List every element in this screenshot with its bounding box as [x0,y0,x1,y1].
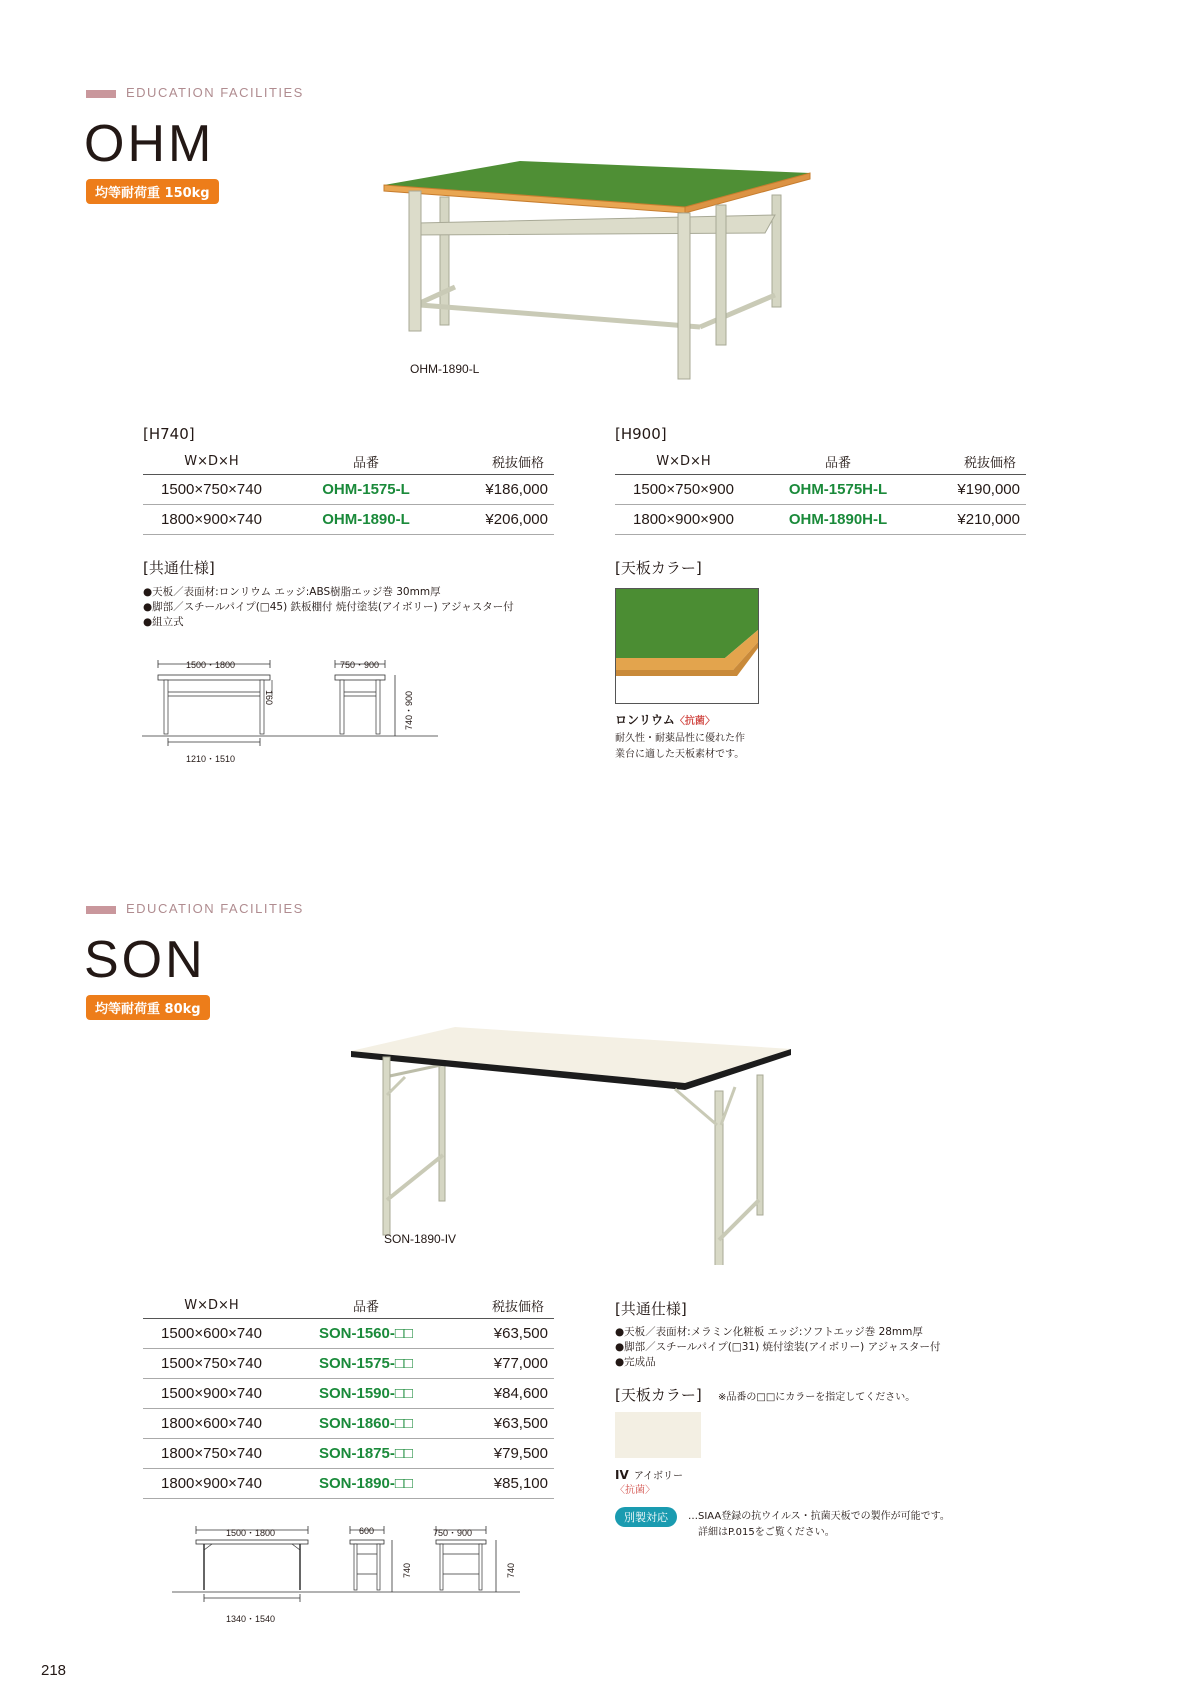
common-spec-list-ohm [143,585,514,630]
desc-line: 耐久性・耐薬品性に優れた作 [615,733,745,744]
son-dimension-drawing [170,1520,530,1620]
dim-depth-600: 600 [359,1526,375,1536]
common-spec-list-son [615,1325,940,1370]
product-title-ohm: OHM [84,115,215,173]
code-cell: OHM-1575-L [280,475,452,505]
category-bar [86,90,116,98]
spec-line: ●完成品 [615,1356,656,1368]
table-row [143,505,554,535]
price-cell: ¥79,500 [452,1439,554,1469]
size-cell: 1800×900×740 [143,505,280,535]
note-line: 詳細はP.015をご覧ください。 [698,1527,835,1538]
price-cell: ¥186,000 [452,475,554,505]
column-header: 品番 [280,448,452,475]
column-header: 税抜価格 [452,448,554,475]
dim-shelf: 160 [264,690,274,706]
custom-order-pill: 別製対応 [615,1507,677,1527]
code-cell: SON-1560-□□ [280,1319,452,1349]
category-bar [86,906,116,914]
column-header: W×D×H [615,448,752,475]
table-row [143,1439,554,1469]
color-name: ロンリウム [615,713,675,727]
column-header: W×D×H [143,1292,280,1319]
common-spec-heading-son: [共通仕様] [615,1300,687,1318]
ohm-table-image [380,155,820,385]
size-cell: 1500×900×740 [143,1379,280,1409]
code-cell: OHM-1890H-L [752,505,924,535]
price-cell: ¥84,600 [452,1379,554,1409]
table-row [143,1469,554,1499]
color-code: IV [615,1468,629,1482]
custom-order-note [688,1509,950,1541]
table-heading-h740: [H740] [143,425,195,443]
code-cell: OHM-1575H-L [752,475,924,505]
code-cell: SON-1890-□□ [280,1469,452,1499]
code-cell: OHM-1890-L [280,505,452,535]
dim-depth-750-900: 750・900 [433,1528,473,1538]
note-line: …SIAA登録の抗ウイルス・抗菌天板での製作が可能です。 [688,1511,950,1522]
price-cell: ¥190,000 [924,475,1026,505]
color-sub: 〈抗菌〉 [674,716,715,727]
table-row [143,1319,554,1349]
color-sub: 〈抗菌〉 [615,1485,655,1496]
model-caption-ohm: OHM-1890-L [410,362,480,376]
size-cell: 1500×600×740 [143,1319,280,1349]
price-cell: ¥85,100 [452,1469,554,1499]
spec-line: ●組立式 [143,616,184,628]
page-number: 218 [41,1662,67,1679]
dim-height-a: 740 [402,1562,412,1578]
column-header: W×D×H [143,448,280,475]
top-color-name-ohm [615,711,715,728]
price-cell: ¥63,500 [452,1319,554,1349]
top-color-heading-son: [天板カラー] [615,1386,702,1404]
size-cell: 1800×900×900 [615,505,752,535]
product-title-son: SON [84,931,206,989]
price-cell: ¥63,500 [452,1409,554,1439]
common-spec-heading-ohm: [共通仕様] [143,559,215,577]
column-header: 品番 [752,448,924,475]
top-color-heading-ohm: [天板カラー] [615,559,702,577]
price-table-son [143,1292,554,1499]
color-name: アイボリー [633,1471,683,1482]
size-cell: 1500×750×740 [143,475,280,505]
dim-inner-width: 1340・1540 [226,1614,276,1624]
size-cell: 1800×750×740 [143,1439,280,1469]
size-cell: 1800×900×740 [143,1469,280,1499]
table-row [143,1409,554,1439]
ronrium-swatch [615,588,759,704]
size-cell: 1500×750×900 [615,475,752,505]
spec-line: ●脚部／スチールパイプ(□31) 焼付塗装(アイボリー) アジャスター付 [615,1341,941,1353]
code-cell: SON-1875-□□ [280,1439,452,1469]
top-color-note-son: ※品番の□□にカラーを指定してください。 [718,1392,916,1403]
top-color-desc-ohm [615,731,745,763]
dim-inner-width: 1210・1510 [186,754,236,764]
column-header: 品番 [280,1292,452,1319]
column-header: 税抜価格 [452,1292,554,1319]
desc-line: 業台に適した天板素材です。 [615,749,745,760]
model-caption-son: SON-1890-IV [384,1232,457,1246]
size-cell: 1800×600×740 [143,1409,280,1439]
table-row [143,1349,554,1379]
spec-line: ●脚部／スチールパイプ(□45) 鉄板棚付 焼付塗装(アイボリー) アジャスター付 [143,601,514,613]
table-row [615,475,1026,505]
category-label: EDUCATION FACILITIES [126,85,304,100]
dim-height: 740・900 [404,690,414,730]
load-badge-ohm: 均等耐荷重 150kg [86,179,219,204]
price-cell: ¥206,000 [452,505,554,535]
load-badge-son: 均等耐荷重 80kg [86,995,210,1020]
price-cell: ¥210,000 [924,505,1026,535]
son-table-image [345,1025,795,1265]
table-heading-h900: [H900] [615,425,667,443]
code-cell: SON-1575-□□ [280,1349,452,1379]
dim-width: 1500・1800 [186,660,236,670]
code-cell: SON-1860-□□ [280,1409,452,1439]
spec-line: ●天板／表面材:メラミン化粧板 エッジ:ソフトエッジ巻 28mm厚 [615,1326,923,1338]
dim-depth: 750・900 [340,660,380,670]
price-table-h740 [143,448,554,535]
ivory-swatch [615,1412,701,1458]
price-table-h900 [615,448,1026,535]
table-row [615,505,1026,535]
size-cell: 1500×750×740 [143,1349,280,1379]
dim-height-b: 740 [506,1562,516,1578]
category-label: EDUCATION FACILITIES [126,901,304,916]
column-header: 税抜価格 [924,448,1026,475]
dim-width: 1500・1800 [226,1528,276,1538]
table-row [143,1379,554,1409]
spec-line: ●天板／表面材:ロンリウム エッジ:ABS樹脂エッジ巻 30mm厚 [143,586,441,598]
price-cell: ¥77,000 [452,1349,554,1379]
code-cell: SON-1590-□□ [280,1379,452,1409]
table-row [143,475,554,505]
